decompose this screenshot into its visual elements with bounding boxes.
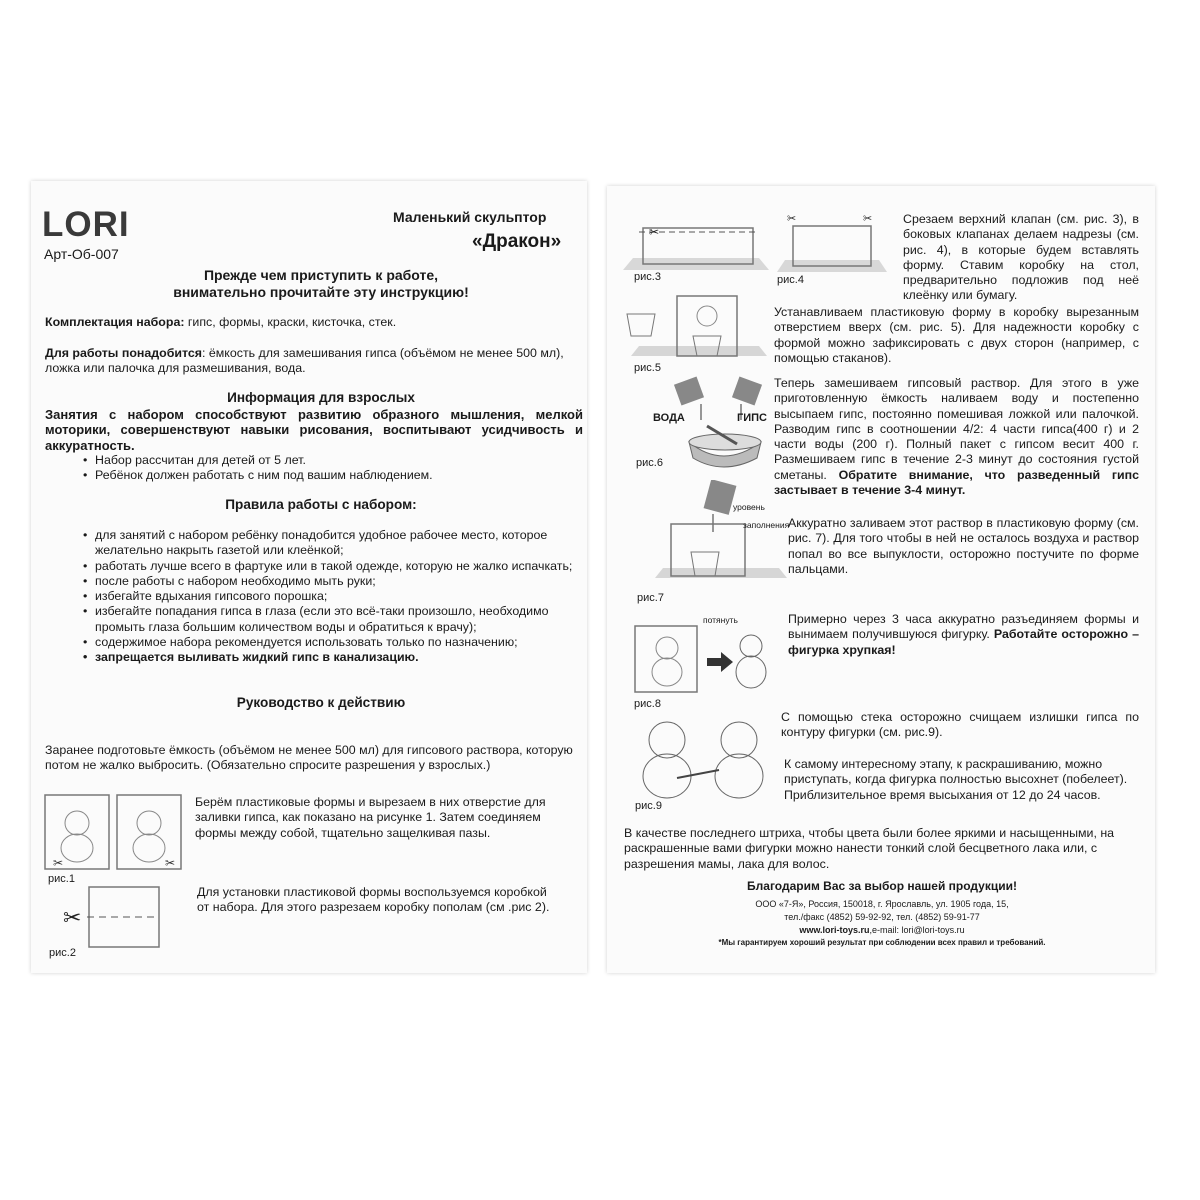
- intro-warning-line1: Прежде чем приступить к работе,: [203, 267, 439, 283]
- kit-text: гипс, формы, краски, кисточка, стек.: [184, 315, 397, 329]
- list-item: • работать лучше всего в фартуке или в такой одежде, которую не жалко испачкать;: [83, 559, 573, 574]
- list-item: • избегайте вдыхания гипсового порошка;: [83, 589, 573, 604]
- rules-list: [83, 528, 573, 666]
- adults-text: Занятия с набором способствуют развитию образного мышления, мелкой моторики, совершенствуют навыки рисования, воспитывают усидчивость и аккуратность.: [45, 407, 583, 453]
- thanks-text: Благодарим Вас за выбор нашей продукции!: [747, 879, 1017, 893]
- required-items: [45, 346, 575, 377]
- list-item: • запрещается выливать жидкий гипс в канализацию.: [83, 650, 573, 665]
- fill-label: заполнения: [743, 520, 790, 530]
- kit-label: Комплектация набора:: [45, 315, 185, 329]
- need-text: : ёмкость для замешивания гипса (объёмом не менее 500 мл), ложка или палочка для размешивания, вода.: [45, 346, 564, 376]
- website-link[interactable]: www.lori-toys.ru: [799, 925, 870, 935]
- list-item: • после работы с набором необходимо мыть руки;: [83, 574, 573, 589]
- figure-5-caption: рис.5: [634, 362, 661, 374]
- step2-text: Для установки пластиковой формы воспользуемся коробкой от набора. Для этого разрезаем коробку пополам (см .рис 2).: [197, 885, 550, 915]
- figure-9-cleaning-illustration: [627, 714, 777, 802]
- adults-list: [83, 453, 563, 484]
- svg-text:✂: ✂: [53, 856, 64, 870]
- list-item: • Набор рассчитан для детей от 5 лет.: [83, 453, 563, 468]
- guide-intro: Заранее подготовьте ёмкость (объёмом не менее 500 мл) для гипсового раствора, которую потом не жалко выбросить. (Обязательно спросите разрешения у взрослых.): [45, 743, 573, 773]
- step6-text: [774, 376, 1139, 498]
- guide-heading: Руководство к действию: [236, 695, 406, 710]
- figure-7-caption: рис.7: [637, 592, 664, 604]
- figure-4-caption: рис.4: [777, 274, 804, 286]
- email-text: ,e-mail: lori@lori-toys.ru: [869, 925, 965, 935]
- step8-warning: Работайте осторожно – фигурка хрупкая!: [788, 627, 1139, 657]
- figure-8-demolding-illustration: [621, 618, 771, 698]
- step6-body: Теперь замешиваем гипсовый раствор. Для этого в уже приготовленную ёмкость наливаем воду и постепенно высыпаем гипс, постоянно помешивая ложкой или палочкой. Разводим гипс в соотношении 4/2: 4 части гипса(400 г) и 2 части воды (200 г). Полный пакет с гипсом весит 400 г. Размешиваем гипс в течение 2-3 минут до состояния густой сметаны.: [774, 376, 1139, 482]
- step3-text: Срезаем верхний клапан (см. рис. 3), в боковых клапанах делаем надрезы (см. рис. 4), в которые будем вставлять форму. Ставим коробку на стол, предварительно подложив под неё клеёнку или бумагу.: [903, 212, 1139, 303]
- pull-label: потянуть: [703, 615, 738, 625]
- step5-text: Устанавливаем пластиковую форму в коробку вырезанным отверстием вверх (см. рис. 5). Для надежности коробку с формой можно зафиксировать с двух сторон (например, с помощью стаканов).: [774, 305, 1139, 365]
- svg-text:✂: ✂: [863, 213, 873, 225]
- kit-contents: [45, 315, 575, 330]
- step7-text: Аккуратно заливаем этот раствор в пластиковую форму (см. рис. 7). Для того чтобы в ней не осталось воздуха и раствор попал во все выпуклости, осторожно постучите по форме пальцами.: [788, 516, 1139, 576]
- plaster-label: ГИПС: [737, 412, 767, 424]
- list-item: • избегайте попадания гипса в глаза (если это всё-таки произошло, необходимо промыть глаза большим количеством воды и обратиться к врачу);: [83, 604, 573, 635]
- figure-5-mold-in-box-illustration: [621, 290, 771, 362]
- level-label: уровень: [733, 502, 765, 512]
- painting-text: К самому интересному этапу, к раскрашиванию, можно приступать, когда фигурка полностью высохнет (побелеет). Приблизительное время высыхания от 12 до 24 часов.: [784, 757, 1128, 802]
- contacts-line: [647, 925, 1117, 935]
- intro-warning-line2: внимательно прочитайте эту инструкцию!: [173, 284, 469, 300]
- figure-3-caption: рис.3: [634, 271, 661, 283]
- figure-4-box-slits-illustration: [773, 208, 893, 278]
- instruction-sheet-right: [607, 186, 1155, 973]
- figure-6-mixing-illustration: [667, 376, 787, 476]
- figure-2-box-illustration: [61, 885, 171, 951]
- step8-body: Примерно через 3 часа аккуратно разъединяем формы и вынимаем получившуюся фигурку.: [788, 612, 1139, 642]
- figure-1-molds-illustration: [43, 793, 183, 873]
- list-item: • для занятий с набором ребёнку понадобится удобное рабочее место, которое желательно накрыть газетой или клеёнкой;: [83, 528, 573, 559]
- step1-text: Берём пластиковые формы и вырезаем в них отверстие для заливки гипса, как показано на рисунке 1. Затем соединяем формы между собой, тщательно защелкивая пазы.: [195, 795, 546, 840]
- product-title: «Дракон»: [472, 231, 562, 252]
- instruction-sheet-left: [31, 181, 587, 973]
- rules-heading: Правила работы с набором:: [225, 497, 417, 512]
- figure-1-caption: рис.1: [48, 873, 75, 885]
- adults-heading: Информация для взрослых: [227, 390, 415, 405]
- step8-text: [788, 612, 1139, 658]
- figure-7-pouring-illustration: [651, 480, 791, 584]
- svg-text:✂: ✂: [63, 905, 82, 930]
- svg-text:✂: ✂: [165, 856, 176, 870]
- svg-text:✂: ✂: [787, 213, 797, 225]
- address-line1: ООО «7-Я», Россия, 150018, г. Ярославль, ул. 1905 года, 15,: [755, 899, 1009, 909]
- need-label: Для работы понадобится: [45, 346, 202, 360]
- figure-9-caption: рис.9: [635, 800, 662, 812]
- guarantee-note: *Мы гарантируем хороший результат при соблюдении всех правил и требований.: [718, 938, 1046, 947]
- step6-warning: Обратите внимание, что разведенный гипс застывает в течение 3-4 минут.: [774, 467, 1139, 498]
- figure-8-caption: рис.8: [634, 698, 661, 710]
- list-item: • содержимое набора рекомендуется использовать только по назначению;: [83, 635, 573, 650]
- finishing-text: В качестве последнего штриха, чтобы цвета были более яркими и насыщенными, на раскрашенные вами фигурки можно нанести тонкий слой бесцветного лака или, с разрешения мамы, лака для волос.: [624, 826, 1115, 871]
- figure-2-caption: рис.2: [49, 947, 76, 959]
- lori-logo: LORI: [42, 205, 130, 244]
- water-label: ВОДА: [653, 412, 685, 424]
- list-item: • Ребёнок должен работать с ним под вашим наблюдением.: [83, 468, 563, 483]
- article-number: Арт-Об-007: [44, 246, 119, 262]
- step9-text: С помощью стека осторожно счищаем излишки гипса по контуру фигурки (см. рис.9).: [781, 710, 1139, 740]
- address-line2: тел./факс (4852) 59-92-92, тел. (4852) 59-91-77: [784, 912, 980, 922]
- figure-3-box-cut-illustration: [619, 214, 779, 274]
- svg-text:✂: ✂: [649, 225, 660, 239]
- figure-6-caption: рис.6: [636, 457, 663, 469]
- series-name: Маленький скульптор: [393, 209, 547, 225]
